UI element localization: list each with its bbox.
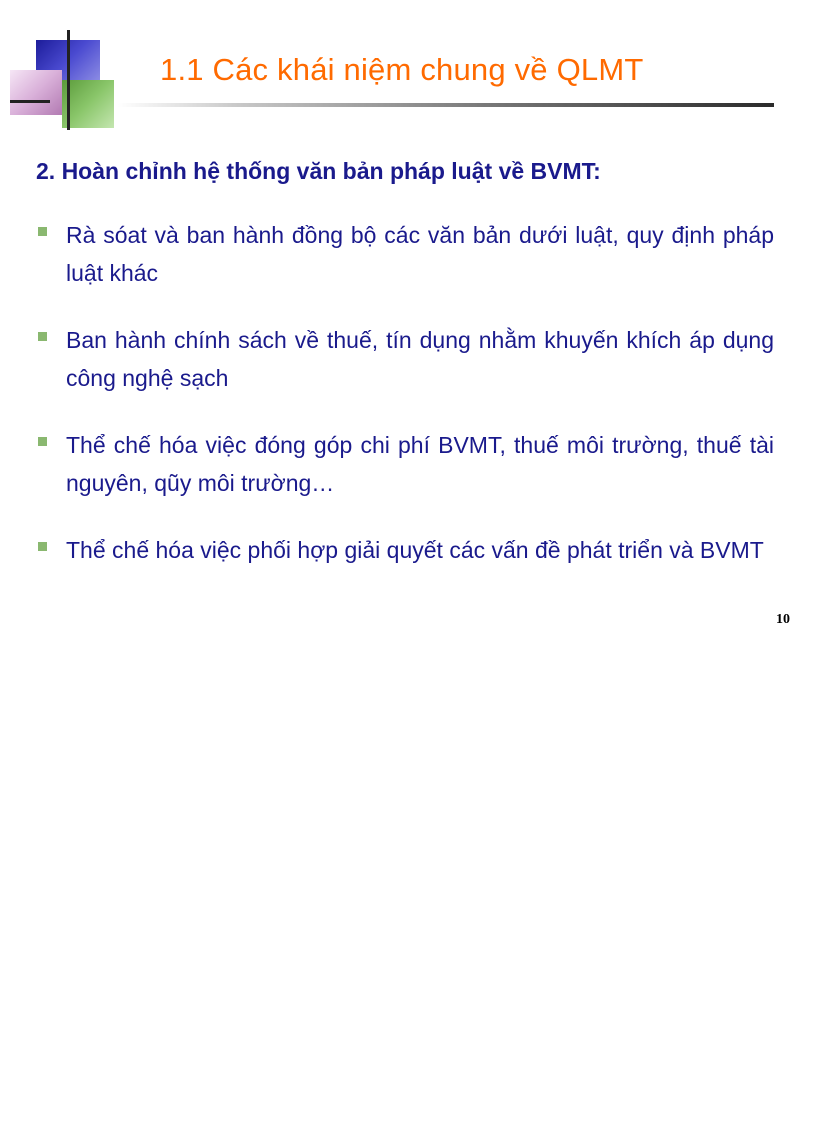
bullet-text: Rà sóat và ban hành đồng bộ các văn bản dưới luật, quy định pháp luật khác <box>66 222 774 286</box>
bullet-item <box>30 426 774 502</box>
logo-vertical-line <box>67 30 70 130</box>
title-divider <box>118 103 774 107</box>
bullet-text: Ban hành chính sách về thuế, tín dụng nhằm khuyến khích áp dụng công nghệ sạch <box>66 327 774 391</box>
square-bullet-icon <box>38 542 47 551</box>
section-heading: 2. Hoàn chỉnh hệ thống văn bản pháp luật về BVMT: <box>36 158 601 184</box>
bullet-list <box>30 216 774 598</box>
square-bullet-icon <box>38 227 47 236</box>
bullet-item <box>30 216 774 292</box>
bullet-item <box>30 531 774 569</box>
square-bullet-icon <box>38 437 47 446</box>
logo-pink-square <box>10 70 62 115</box>
slide-title: 1.1 Các khái niệm chung về QLMT <box>160 52 644 87</box>
page-number: 10 <box>776 612 790 627</box>
square-bullet-icon <box>38 332 47 341</box>
bullet-text: Thể chế hóa việc đóng góp chi phí BVMT, thuế môi trường, thuế tài nguyên, qũy môi trường… <box>66 432 774 496</box>
slide-logo-icon <box>10 30 120 130</box>
bullet-text: Thể chế hóa việc phối hợp giải quyết các vấn đề phát triển và BVMT <box>66 537 764 563</box>
logo-horizontal-line <box>10 100 50 103</box>
bullet-item <box>30 321 774 397</box>
